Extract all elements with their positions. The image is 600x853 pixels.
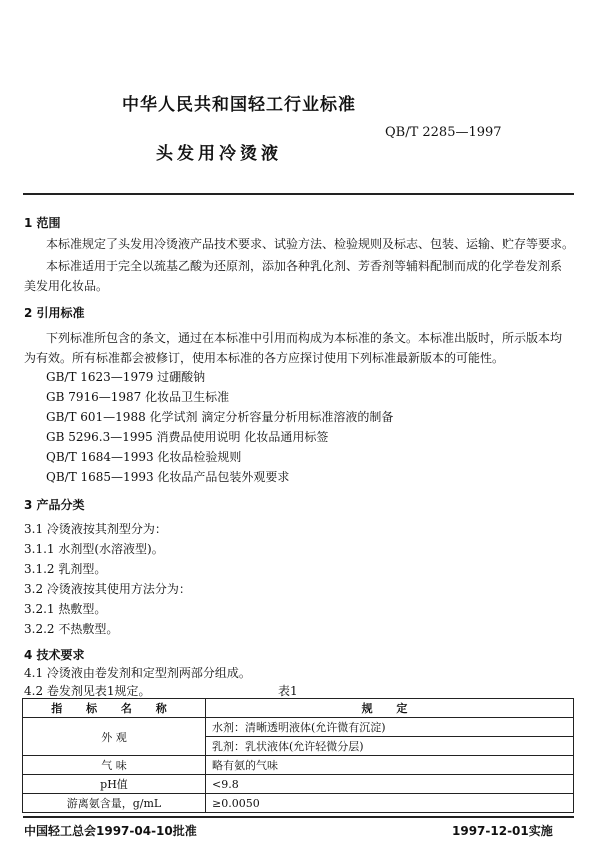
document-title: 头发用冷烫液 [156, 144, 282, 164]
reference-item: GB 5296.3—1995 消费品使用说明 化妆品通用标签 [46, 430, 329, 444]
reference-item: GB/T 1623—1979 过硼酸钠 [46, 370, 206, 384]
table-row [23, 794, 574, 813]
table-cell: 略有氨的气味 [206, 756, 574, 775]
table-row [23, 718, 574, 737]
table-cell: 游离氨含量，g/mL [23, 794, 206, 813]
table-row [23, 756, 574, 775]
paragraph: 本标准适用于完全以巯基乙酸为还原剂，添加各种乳化剂、芳香剂等辅料配制而成的化学卷发剂系 [46, 259, 563, 273]
table-cell: 外 观 [23, 718, 206, 756]
clause-item: 3.1 冷烫液按其剂型分为： [24, 522, 167, 536]
clause-item: 3.1.2 乳剂型。 [24, 562, 107, 576]
clause-item: 4.1 冷烫液由卷发剂和定型剂两部分组成。 [24, 666, 251, 680]
table-cell: pH值 [23, 775, 206, 794]
paragraph: 下列标准所包含的条文，通过在本标准中引用而构成为本标准的条文。本标准出版时，所示版本均 [46, 331, 563, 345]
reference-item: QB/T 1684—1993 化妆品检验规则 [46, 450, 242, 464]
section-heading: 3 产品分类 [24, 498, 85, 512]
section-heading: 4 技术要求 [24, 648, 85, 662]
header-divider [23, 193, 574, 195]
reference-item: QB/T 1685—1993 化妆品产品包装外观要求 [46, 470, 290, 484]
table-cell: <9.8 [206, 775, 574, 794]
standard-code: QB/T 2285—1997 [385, 125, 502, 140]
footer-divider [23, 816, 574, 818]
spec-table [22, 698, 574, 813]
paragraph: 美发用化妆品。 [24, 279, 109, 293]
effective-date: 1997-12-01实施 [452, 824, 553, 838]
clause-item: 3.2 冷烫液按其使用方法分为： [24, 582, 191, 596]
table-header-row [23, 699, 574, 718]
paragraph: 本标准规定了头发用冷烫液产品技术要求、试验方法、检验规则及标志、包装、运输、贮存等要求。 [46, 237, 575, 251]
table-caption: 表1 [278, 684, 298, 698]
table-cell: ≥0.0050 [206, 794, 574, 813]
clause-item: 4.2 卷发剂见表1规定。 [24, 684, 151, 698]
table-cell: 水剂：清晰透明液体(允许微有沉淀) [206, 718, 574, 737]
clause-item: 3.2.1 热敷型。 [24, 602, 107, 616]
table-cell: 气 味 [23, 756, 206, 775]
clause-item: 3.2.2 不热敷型。 [24, 622, 119, 636]
table-header-cell: 指 标 名 称 [23, 699, 206, 718]
table-row [23, 775, 574, 794]
section-heading: 1 范围 [24, 216, 61, 230]
approval-date: 中国轻工总会1997-04-10批准 [24, 824, 197, 838]
table-header-cell: 规 定 [206, 699, 574, 718]
section-heading: 2 引用标准 [24, 306, 85, 320]
reference-item: GB 7916—1987 化妆品卫生标准 [46, 390, 230, 404]
reference-item: GB/T 601—1988 化学试剂 滴定分析容量分析用标准溶液的制备 [46, 410, 394, 424]
clause-item: 3.1.1 水剂型(水溶液型)。 [24, 542, 164, 556]
paragraph: 为有效。所有标准都会被修订，使用本标准的各方应探讨使用下列标准最新版本的可能性。 [24, 351, 505, 365]
issuing-authority: 中华人民共和国轻工行业标准 [122, 95, 356, 115]
table-cell: 乳剂：乳状液体(允许轻微分层) [206, 737, 574, 756]
